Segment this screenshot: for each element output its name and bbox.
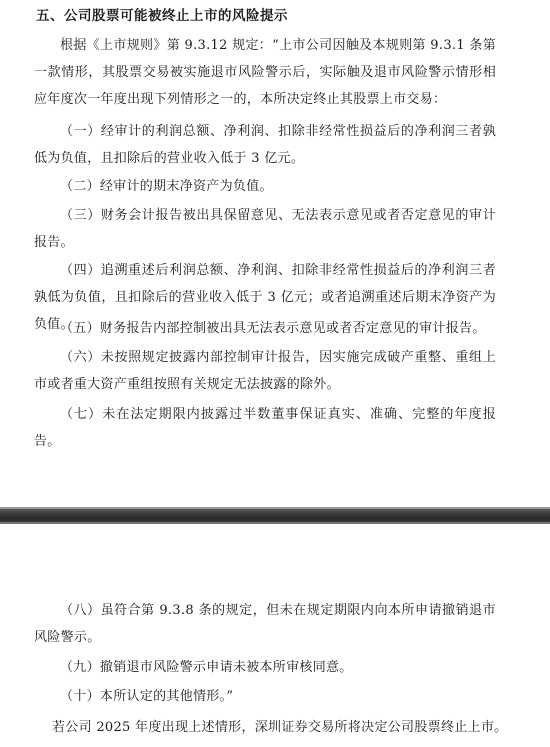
document-page-bottom <box>0 524 550 747</box>
list-item-7: （七）未在法定期限内披露过半数董事保证真实、准确、完整的年度报告。 <box>34 407 496 449</box>
list-item-1: （一）经审计的利润总额、净利润、扣除非经常性损益后的净利润三者孰低为负值，且扣除后的营业收入低于 3 亿元。 <box>34 124 496 166</box>
list-item-8: （八）虽符合第 9.3.8 条的规定，但未在规定期限内向本所申请撤销退市风险警示。 <box>34 603 496 645</box>
intro-paragraph: 根据《上市规则》第 9.3.12 规定：“上市公司因触及本规则第 9.3.1 条第一款情形，其股票交易被实施退市风险警示后，实际触及退市风险警示情形相应年度次一年度出现下列情形之一的，本所决定终止其股票上市交易： <box>34 38 496 107</box>
list-item-10: （十）本所认定的其他情形。” <box>60 689 234 704</box>
list-item-6: （六）未按照规定披露内部控制审计报告，因实施完成破产重整、重组上市或者重大资产重组按照有关规定无法披露的除外。 <box>34 350 496 392</box>
conclusion-paragraph: 若公司 2025 年度出现上述情形，深圳证券交易所将决定公司股票终止上市。 <box>52 720 508 735</box>
list-item-2: （二）经审计的期末净资产为负值。 <box>60 179 273 194</box>
list-item-4: （四）追溯重述后利润总额、净利润、扣除非经常性损益后的净利润三者孰低为负值，且扣除后的营业收入低于 3 亿元；或者追溯重述后期末净资产为负值。 <box>34 263 496 332</box>
section-heading: 五、公司股票可能被终止上市的风险提示 <box>36 8 288 24</box>
page-break-divider <box>0 507 550 524</box>
list-item-3: （三）财务会计报告被出具保留意见、无法表示意见或者否定意见的审计报告。 <box>34 208 496 250</box>
list-item-5: （五）财务报告内部控制被出具无法表示意见或者否定意见的审计报告。 <box>60 321 486 336</box>
list-item-9: （九）撤销退市风险警示申请未被本所审核同意。 <box>60 660 353 675</box>
